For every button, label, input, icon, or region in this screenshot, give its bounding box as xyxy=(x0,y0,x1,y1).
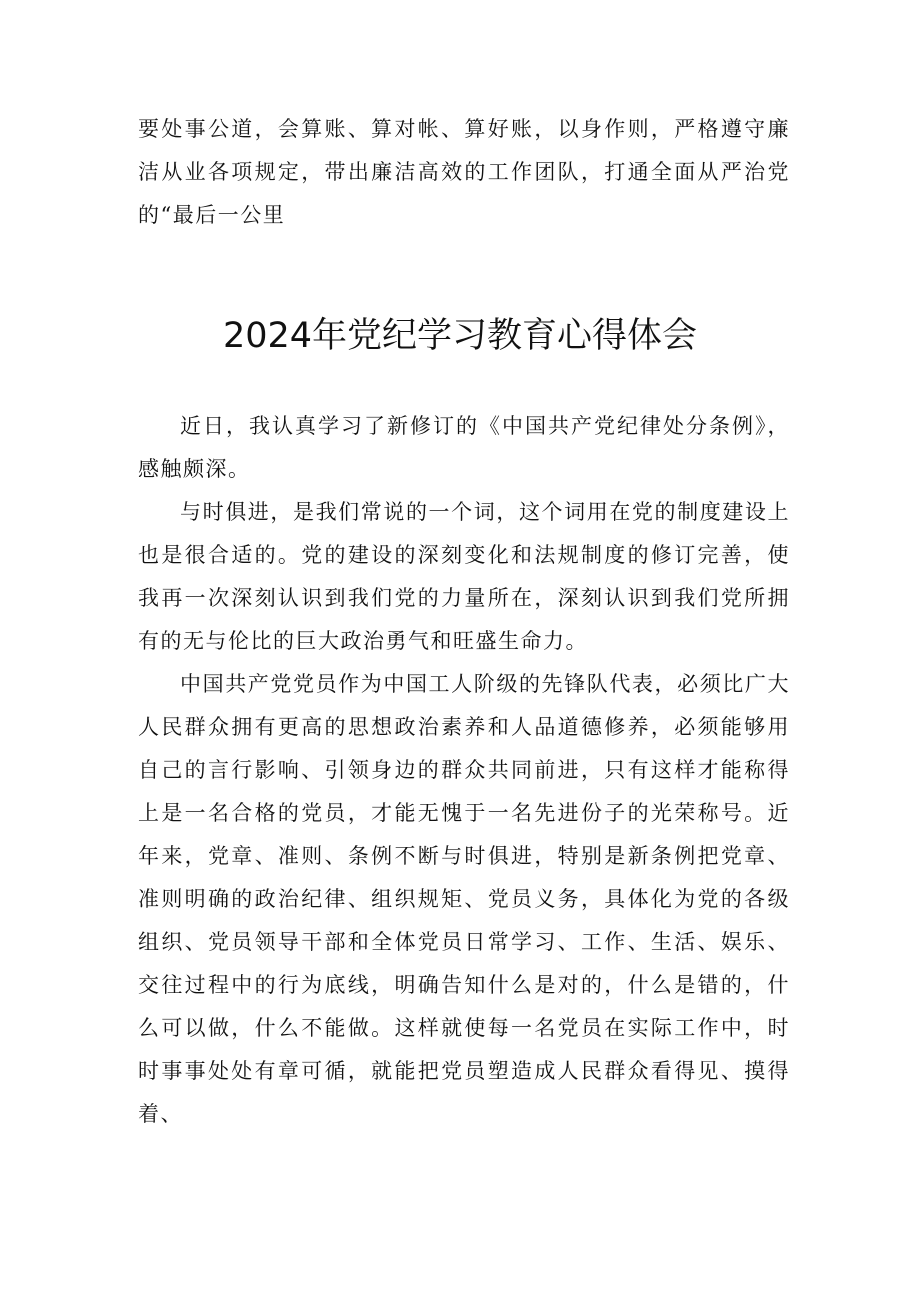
paragraph-2: 与时俱进，是我们常说的一个词，这个词用在党的制度建设上也是很合适的。党的建设的深刻变化和法规制度的修订完善，使我再一次深刻认识到我们党的力量所在，深刻认识到我们党所拥有的无与伦比的巨大政治勇气和旺盛生命力。 xyxy=(138,500,790,653)
continuation-paragraph: 要处事公道，会算账、算对帐、算好账，以身作则，严格遵守廉洁从业各项规定，带出廉洁高效的工作团队，打通全面从严治党的“最后一公里 xyxy=(138,117,790,227)
document-title: 2024年党纪学习教育心得体会 xyxy=(222,316,698,356)
document-body xyxy=(138,405,790,1136)
paragraph-1: 近日，我认真学习了新修订的《中国共产党纪律处分条例》，感触颇深。 xyxy=(138,414,790,481)
paragraph-3: 中国共产党党员作为中国工人阶级的先锋队代表，必须比广大人民群众拥有更高的思想政治素养和人品道德修养，必须能够用自己的言行影响、引领身边的群众共同前进，只有这样才能称得上是一名合格的党员，才能无愧于一名先进份子的光荣称号。近年来，党章、准则、条例不断与时俱进，特别是新条例把党章、准则明确的政治纪律、组织规矩、党员义务，具体化为党的各级组织、党员领导干部和全体党员日常学习、工作、生活、娱乐、交往过程中的行为底线，明确告知什么是对的，什么是错的，什么可以做，什么不能做。这样就使每一名党员在实际工作中，时时事事处处有章可循，就能把党员塑造成人民群众看得见、摸得着、 xyxy=(138,672,790,1126)
